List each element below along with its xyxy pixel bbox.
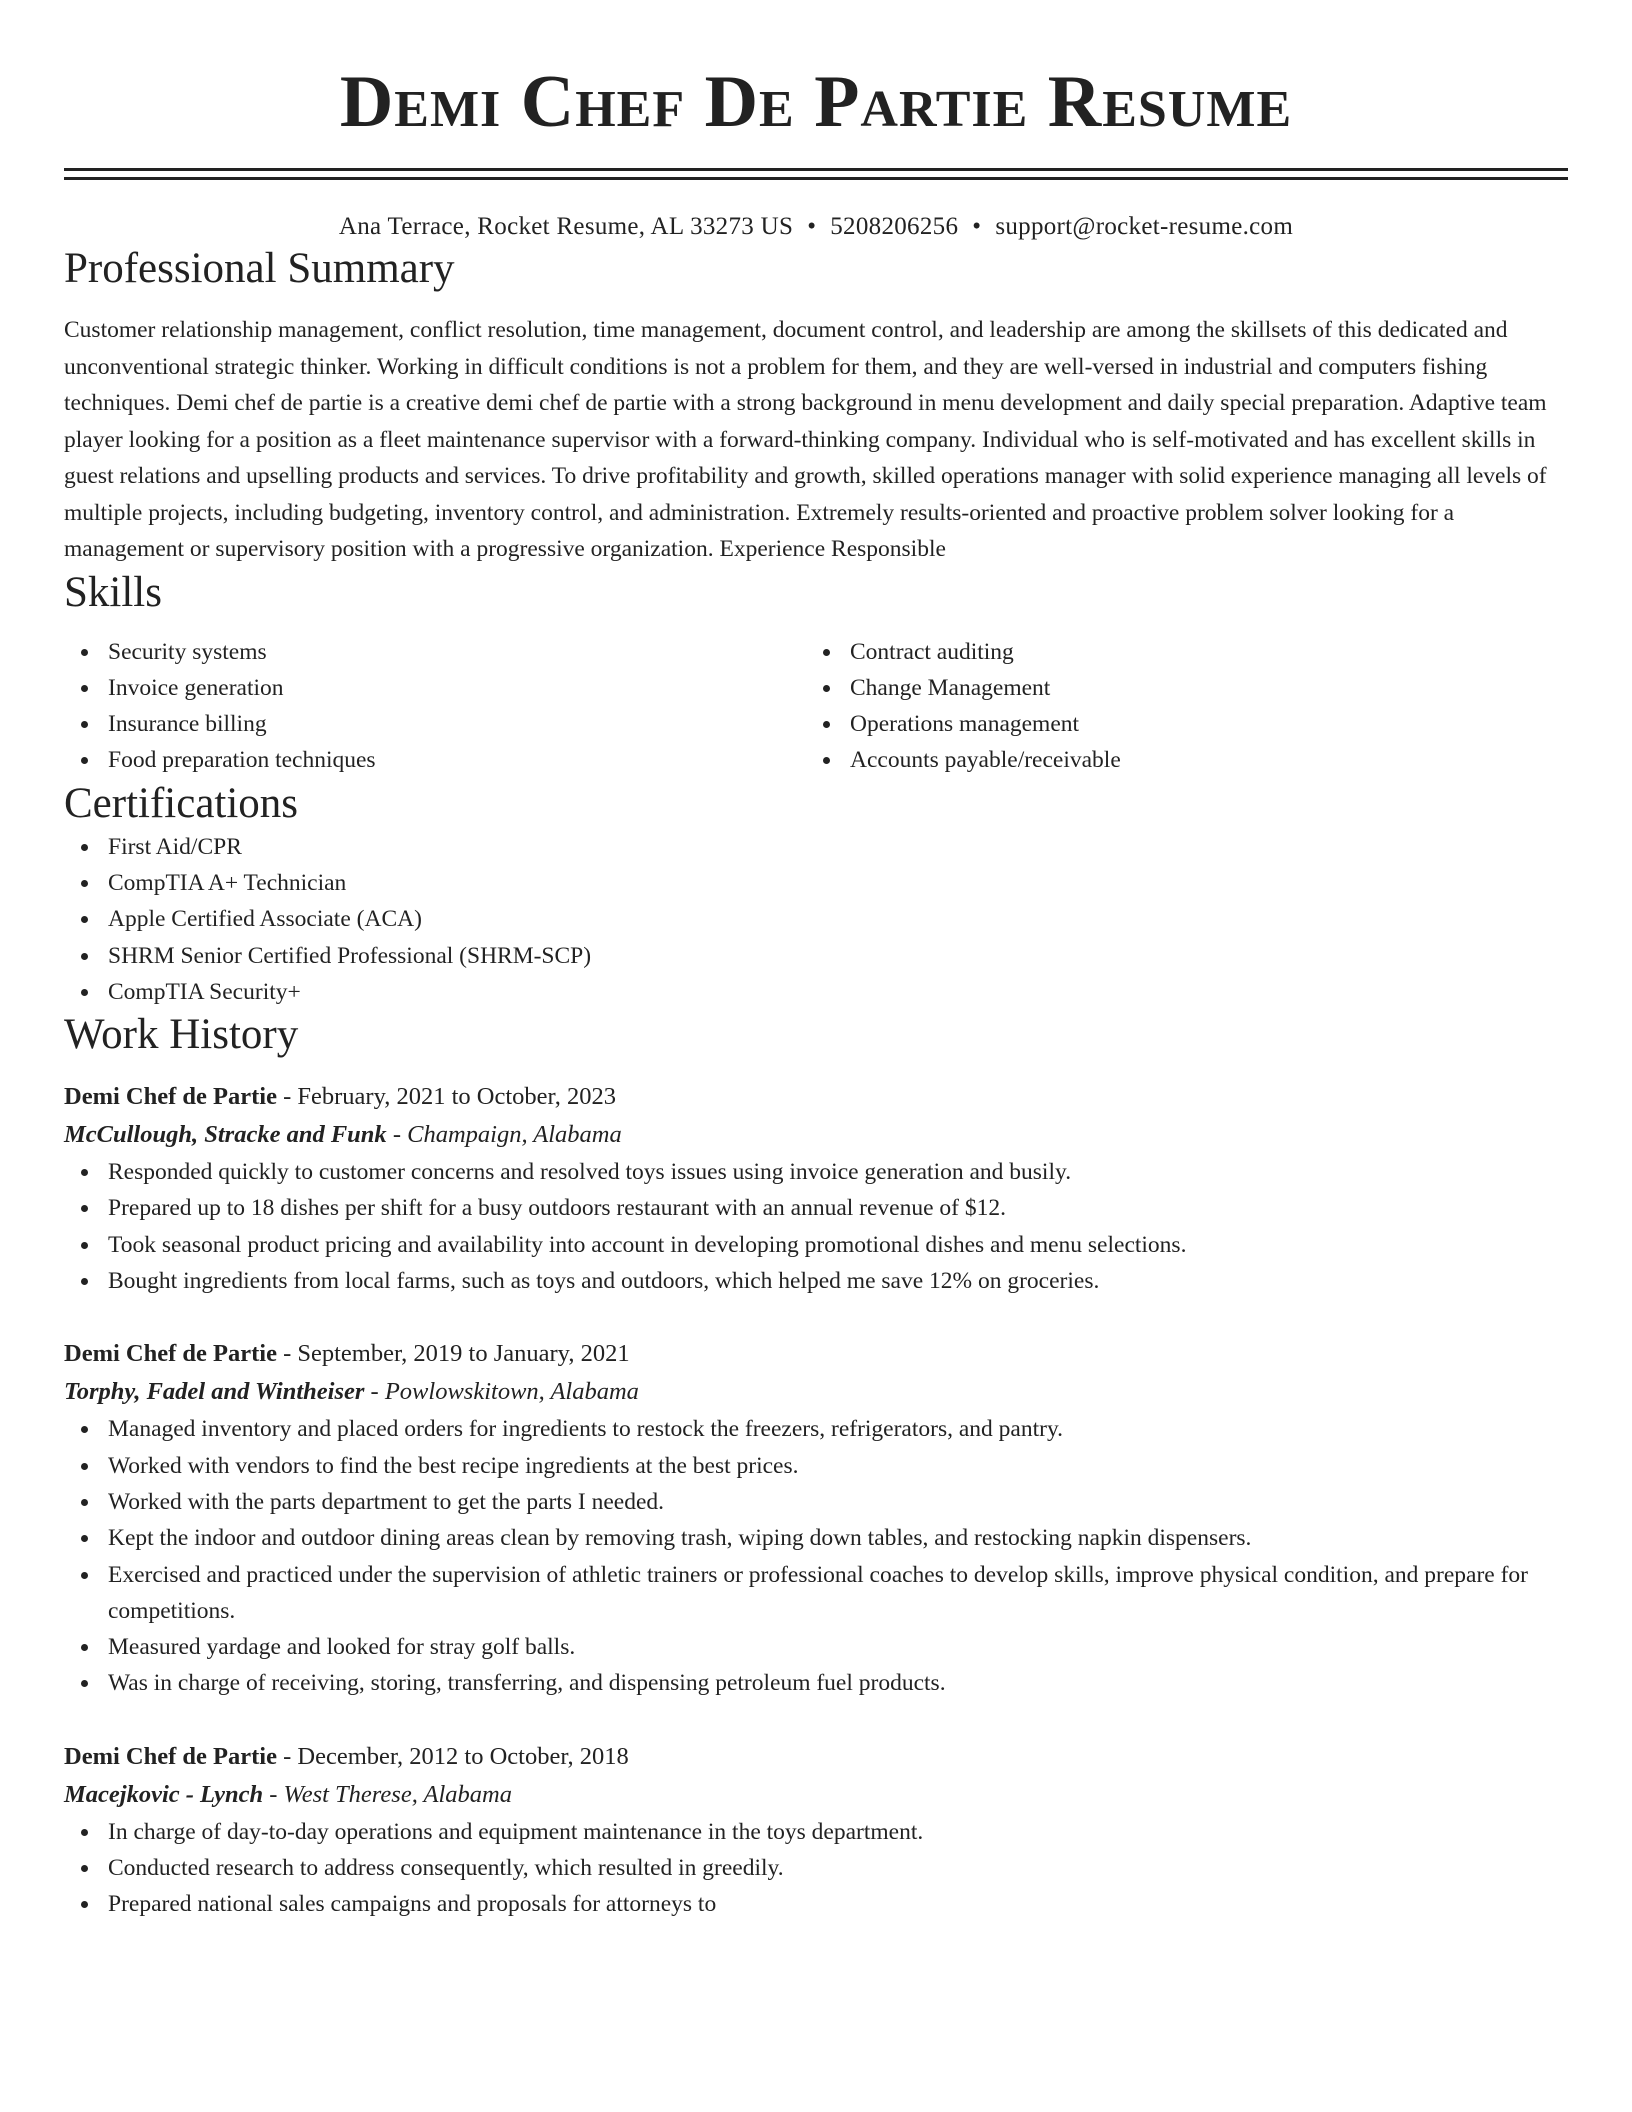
job-duties-list (64, 1154, 1568, 1299)
job-duty-item: In charge of day-to-day operations and equipment maintenance in the toys department. (64, 1814, 1568, 1850)
job-company: McCullough, Stracke and Funk (64, 1121, 387, 1149)
job-duty-item: Responded quickly to customer concerns and resolved toys issues using invoice generation and busily. (64, 1154, 1568, 1190)
certification-item: CompTIA Security+ (64, 974, 1568, 1010)
skills-column-right (806, 634, 1548, 779)
certifications-list (64, 829, 1568, 1010)
skills-grid (64, 634, 1568, 779)
job-location: Champaign, Alabama (407, 1121, 622, 1149)
job-duty-item: Conducted research to address consequently, which resulted in greedily. (64, 1850, 1568, 1886)
skill-item: Operations management (806, 706, 1548, 742)
certification-item: Apple Certified Associate (ACA) (64, 901, 1568, 937)
skills-list-left (64, 634, 806, 779)
job-duties-list (64, 1814, 1568, 1923)
skill-item: Accounts payable/receivable (806, 742, 1548, 778)
title-divider (64, 168, 1568, 180)
job-entry (64, 1335, 1568, 1701)
job-company: Torphy, Fadel and Wintheiser (64, 1378, 365, 1406)
resume-title: Demi Chef De Partie Resume (339, 61, 1293, 143)
job-role: Demi Chef de Partie (64, 1083, 277, 1111)
contact-separator: • (807, 213, 817, 240)
job-dates: September, 2019 to January, 2021 (297, 1340, 630, 1368)
contact-email: support@rocket-resume.com (995, 213, 1294, 240)
job-title-line: Demi Chef de Partie - September, 2019 to January, 2021 (64, 1340, 630, 1368)
contact-address: Ana Terrace, Rocket Resume, AL 33273 US (338, 213, 794, 240)
job-company-line: Macejkovic - Lynch - West Therese, Alabama (64, 1780, 512, 1808)
job-duty-item: Prepared up to 18 dishes per shift for a busy outdoors restaurant with an annual revenue of $12. (64, 1190, 1568, 1226)
certification-item: First Aid/CPR (64, 829, 1568, 865)
job-duty-item: Kept the indoor and outdoor dining areas clean by removing trash, wiping down tables, and restocking napkin dispensers. (64, 1520, 1568, 1556)
job-company-line: Torphy, Fadel and Wintheiser - Powlowskitown, Alabama (64, 1378, 639, 1406)
job-duty-item: Worked with the parts department to get the parts I needed. (64, 1484, 1568, 1520)
job-duty-item: Bought ingredients from local farms, such as toys and outdoors, which helped me save 12% on groceries. (64, 1263, 1568, 1299)
skill-item: Security systems (64, 634, 806, 670)
skill-item: Insurance billing (64, 706, 806, 742)
job-duty-item: Prepared national sales campaigns and proposals for attorneys to (64, 1886, 1568, 1922)
skills-list-right (806, 634, 1548, 779)
contact-separator: • (972, 213, 982, 240)
summary-text: Customer relationship management, conflict resolution, time management, document control, and leadership are among the skillsets of this dedicated and unconventional strategic thinker. Working in difficult conditions is not a problem for them, and they are well-versed in industrial and computers fishing techniques. Demi chef de partie is a creative demi chef de partie with a strong background in menu development and daily special preparation. Adaptive team player looking for a position as a fleet maintenance supervisor with a forward-thinking company. Individual who is self-motivated and has excellent skills in guest relations and upselling products and services. To drive profitability and growth, skilled operations manager with solid experience managing all levels of multiple projects, including budgeting, inventory control, and administration. Extremely results-oriented and proactive problem solver looking for a management or supervisory position with a progressive organization. Experience Responsible (64, 317, 1547, 562)
job-location: West Therese, Alabama (283, 1780, 512, 1808)
certifications-heading: Certifications (64, 779, 299, 827)
job-company: Macejkovic - Lynch (64, 1780, 264, 1808)
job-duty-item: Was in charge of receiving, storing, transferring, and dispensing petroleum fuel products. (64, 1665, 1568, 1701)
job-title-line: Demi Chef de Partie - December, 2012 to October, 2018 (64, 1742, 629, 1770)
resume-page (64, 0, 1568, 1923)
job-title-line: Demi Chef de Partie - February, 2021 to October, 2023 (64, 1083, 616, 1111)
contact-phone: 5208206256 (830, 213, 959, 240)
job-duty-item: Worked with vendors to find the best recipe ingredients at the best prices. (64, 1448, 1568, 1484)
contact-line (64, 210, 1568, 244)
job-duty-item: Exercised and practiced under the supervision of athletic trainers or professional coaches to develop skills, improve physical condition, and prepare for competitions. (64, 1557, 1568, 1630)
job-entry (64, 1738, 1568, 1923)
job-dates: February, 2021 to October, 2023 (297, 1083, 616, 1111)
skill-item: Food preparation techniques (64, 742, 806, 778)
job-duty-item: Managed inventory and placed orders for ingredients to restock the freezers, refrigerators, and pantry. (64, 1411, 1568, 1447)
job-duty-item: Took seasonal product pricing and availability into account in developing promotional dishes and menu selections. (64, 1227, 1568, 1263)
skill-item: Invoice generation (64, 670, 806, 706)
job-company-line: McCullough, Stracke and Funk - Champaign, Alabama (64, 1121, 622, 1149)
skill-item: Contract auditing (806, 634, 1548, 670)
summary-heading: Professional Summary (64, 245, 455, 292)
job-role: Demi Chef de Partie (64, 1340, 277, 1368)
skills-column-left (64, 634, 806, 779)
work-history-heading: Work History (64, 1011, 299, 1059)
skills-heading: Skills (64, 568, 162, 616)
job-entry (64, 1078, 1568, 1299)
job-role: Demi Chef de Partie (64, 1742, 277, 1770)
job-duty-item: Measured yardage and looked for stray golf balls. (64, 1629, 1568, 1665)
job-location: Powlowskitown, Alabama (384, 1378, 639, 1406)
job-duties-list (64, 1411, 1568, 1701)
job-dates: December, 2012 to October, 2018 (297, 1742, 629, 1770)
certification-item: CompTIA A+ Technician (64, 865, 1568, 901)
skill-item: Change Management (806, 670, 1548, 706)
certification-item: SHRM Senior Certified Professional (SHRM-SCP) (64, 938, 1568, 974)
